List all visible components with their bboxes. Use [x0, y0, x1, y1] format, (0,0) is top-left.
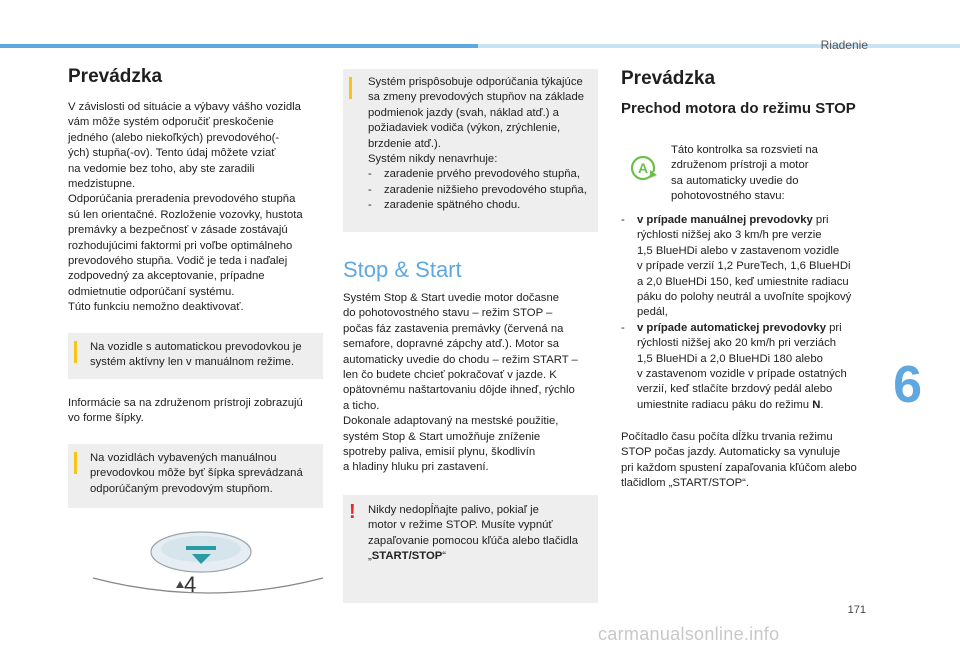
note-box-system [343, 69, 598, 232]
svg-text:A: A [637, 160, 649, 176]
header-accent-bar-light [478, 44, 960, 48]
list-item: - zaradenie spätného chodu. [368, 199, 521, 212]
list-item: - v prípade manuálnej prevodovky pri rýchlosti nižšej ako 3 km/h pre verzie 1,5 BlueHDi alebo v zastavenom vozidle v prípade verzií 1,2 PureTech, 1,6 BlueHDi a 2,0 BlueHDi 150, keď umiestnite radiacu páku do polohy neutrál a uvoľníte spojkový pedál, [621, 214, 852, 319]
right-title: Prevádzka [621, 68, 716, 89]
indicator-description: Táto kontrolka sa rozsvieti na združenom prístroji a motor sa automaticky uvedie do pohotovostného stavu: [671, 144, 818, 203]
warning-text: Nikdy nedopĺňajte palivo, pokiaľ je motor v režime STOP. Musíte vypnúť zapaľovanie pomocou kľúča alebo tlačidla „START/STOP“ [368, 504, 579, 563]
left-title: Prevádzka [68, 66, 163, 87]
note-content [368, 75, 596, 214]
note-text: Systém prispôsobuje odporúčania týkajúce sa zmeny prevodových stupňov na základe podmienok jazdy (svah, náklad atď.) a požiadaviek vodiča (výkon, zrýchlenie, brzdenie atď.). Systém nikdy nenavrhuje: [368, 76, 585, 166]
info-bar-icon [74, 452, 77, 474]
watermark: carmanualsonline.info [598, 624, 780, 644]
info-bar-icon [349, 77, 352, 99]
note-box-automatic [68, 333, 323, 379]
left-paragraph-2: Informácie sa na združenom prístroji zobrazujú vo forme šípky. [68, 397, 303, 425]
stop-start-title: Stop & Start [343, 257, 462, 282]
list-item: - v prípade automatickej prevodovky pri rýchlosti nižšej ako 20 km/h pri verziách 1,5 BlueHDi a 2,0 BlueHDi 180 alebo v zastavenom vozidle v prípade ostatných verzií, keď stlačíte brzdový pedál alebo umiestnite radiacu páku do režimu N. [621, 321, 847, 411]
gear-number: 4 [184, 572, 197, 597]
list-item: - zaradenie prvého prevodového stupňa, [368, 168, 580, 181]
left-paragraph-1: V závislosti od situácie a výbavy vášho vozidla vám môže systém odporučiť preskočenie jedného (alebo niekoľkých) prevodového(- ých) stupňa(-ov). Tento údaj môžete vziať na vedomie bez toho, aby ste zaradili medzistupne. Odporúčania preradenia prevodového stupňa sú len orientačné. Rozloženie vozovky, hustota premávky a bezpečnosť v zásade zostávajú rozhodujúcimi faktormi pri voľbe optimálneho prevodového stupňa. Vodič je teda i naďalej zodpovedný za akceptovanie, prípadne odmietnutie odporúčaní systému. Túto funkciu nemožno deaktivovať. [68, 101, 303, 314]
chapter-number: 6 [893, 356, 922, 414]
note-box-manual [68, 444, 323, 508]
eco-a-indicator-icon [627, 154, 659, 182]
counter-paragraph: Počítadlo času počíta dĺžku trvania režimu STOP počas jazdy. Automaticky sa vynuluje pri každom spustení zapaľovania kľúčom alebo tlačidlom „START/STOP“. [621, 431, 857, 490]
list-item: - zaradenie nižšieho prevodového stupňa, [368, 183, 587, 196]
info-bar-icon [74, 341, 77, 363]
header-accent-bar [0, 44, 478, 48]
warning-box [343, 495, 598, 603]
page-number: 171 [847, 604, 866, 616]
stop-start-paragraph: Systém Stop & Start uvedie motor dočasne do pohotovostného stavu – režim STOP – počas fáz zastavenia premávky (červená na semafore, dopravné zápchy atď.). Motor sa automaticky uvedie do chodu – režim START – len čo budete chcieť pokračovať v jazde. K opätovnému naštartovaniu dôjde ihneď, rýchlo a ticho. Dokonale adaptovaný na mestské použitie, systém Stop & Start umožňuje zníženie spotreby paliva, emisií plynu, škodlivín a hladiny hluku pri zastavení. [343, 292, 578, 474]
right-subtitle: Prechod motora do režimu STOP [621, 100, 856, 117]
section-title: Riadenie [820, 38, 868, 52]
note-text: Na vozidle s automatickou prevodovkou je systém aktívny len v manuálnom režime. [90, 341, 302, 369]
stop-conditions-list [621, 213, 876, 413]
gear-shift-indicator-illustration [88, 518, 333, 610]
warning-exclamation-icon: ! [349, 501, 356, 523]
note-text: Na vozidlách vybavených manuálnou prevodovkou môže byť šípka sprevádzaná odporúčaným prevodovým stupňom. [90, 452, 303, 495]
